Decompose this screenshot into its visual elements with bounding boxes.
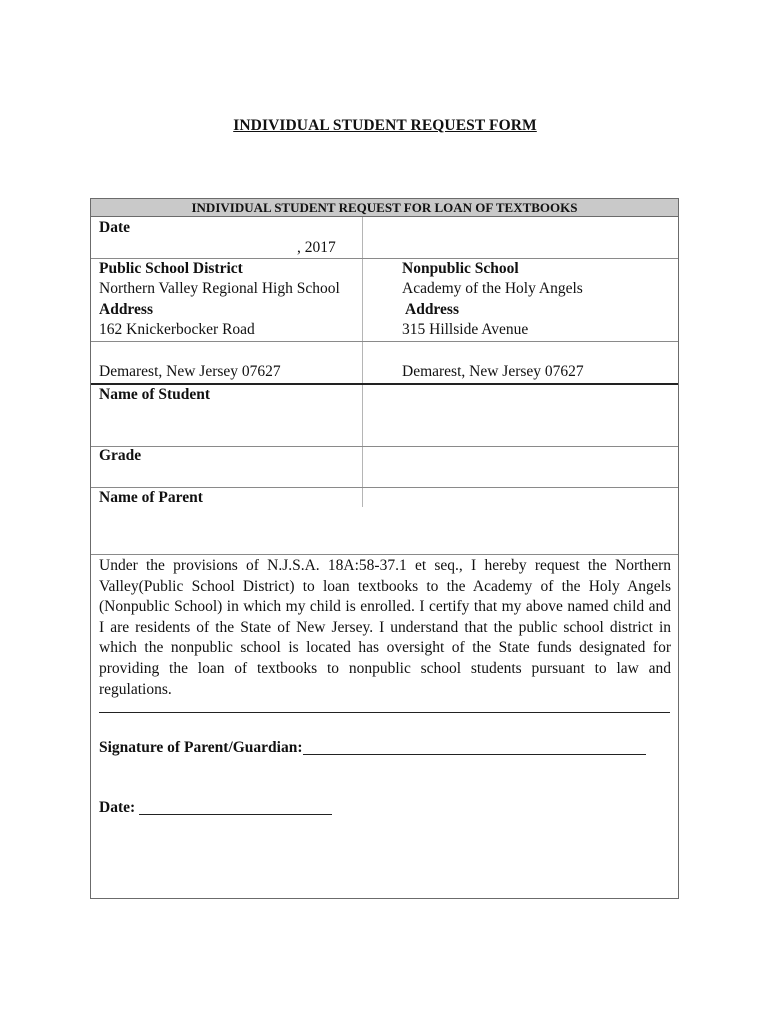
nonpublic-address-line2: Demarest, New Jersey 07627 [402, 363, 584, 380]
form-title: INDIVIDUAL STUDENT REQUEST FORM [233, 117, 537, 134]
row-divider [91, 487, 678, 488]
signature-row [99, 739, 646, 757]
public-address-line2: Demarest, New Jersey 07627 [99, 363, 281, 380]
public-school-value: Northern Valley Regional High School [99, 280, 340, 297]
date-label: Date [99, 219, 130, 236]
date-sign-row [99, 799, 332, 817]
signature-label: Signature of Parent/Guardian: [99, 739, 303, 756]
date-value: , 2017 [297, 239, 336, 256]
column-divider [362, 217, 363, 507]
date-sign-line[interactable] [139, 814, 332, 815]
public-address-line1: 162 Knickerbocker Road [99, 321, 255, 338]
student-name-label: Name of Student [99, 386, 211, 403]
separator-line [99, 712, 670, 713]
form-header: INDIVIDUAL STUDENT REQUEST FOR LOAN OF TEXTBOOKS [91, 199, 678, 217]
nonpublic-school-value: Academy of the Holy Angels [402, 280, 583, 297]
parent-name-label: Name of Parent [99, 489, 203, 506]
row-divider [91, 383, 678, 385]
textbook-loan-request-form [90, 198, 679, 899]
nonpublic-address-line1: 315 Hillside Avenue [402, 321, 529, 338]
signature-line[interactable] [303, 754, 646, 755]
grade-label: Grade [99, 447, 142, 464]
nonpublic-school-label: Nonpublic School [402, 260, 519, 277]
date-sign-label: Date: [99, 799, 136, 816]
row-divider [91, 446, 678, 447]
row-divider [91, 554, 678, 555]
public-school-label: Public School District [99, 260, 243, 277]
row-divider [91, 341, 678, 342]
row-divider [91, 258, 678, 259]
certification-paragraph: Under the provisions of N.J.S.A. 18A:58-37.1 et seq., I hereby request the Northern Valley(Public School District) to loan textbooks to the Academy of the Holy Angels (Nonpublic School) in which my child is enrolled. I certify that my above named child and I are residents of the State of New Jersey. I understand that the public school district in which the nonpublic school is located has oversight of the State funds designated for providing the loan of textbooks to nonpublic school students pursuant to law and regulations. [99, 557, 671, 698]
nonpublic-address-label: Address [405, 301, 459, 318]
public-address-label: Address [99, 301, 153, 318]
